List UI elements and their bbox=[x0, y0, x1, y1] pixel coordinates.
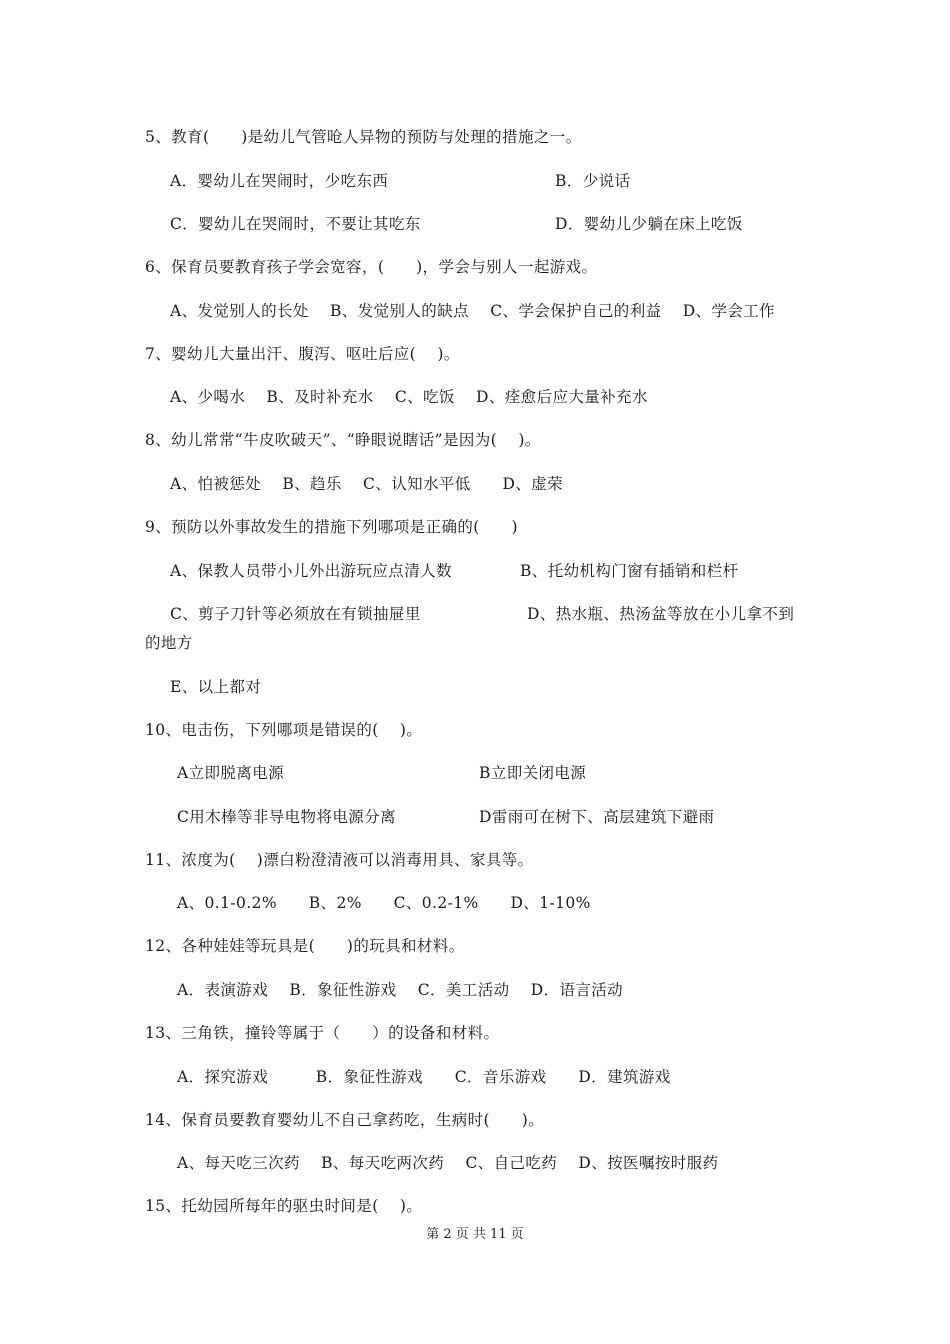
question-10-option-a: A立即脱离电源 bbox=[177, 764, 284, 782]
question-10-option-b: B立即关闭电源 bbox=[479, 764, 587, 782]
question-13-stem: 13、三角铁，撞铃等属于（ ）的设备和材料。 bbox=[145, 1024, 500, 1042]
question-9-option-c: C、剪子刀针等必须放在有锁抽屉里 bbox=[170, 605, 421, 623]
question-6-stem: 6、保育员要教育孩子学会宽容，( )，学会与别人一起游戏。 bbox=[145, 258, 598, 276]
question-15-stem: 15、托幼园所每年的驱虫时间是( )。 bbox=[145, 1197, 423, 1215]
question-5-stem: 5、教育( )是幼儿气管呛人异物的预防与处理的措施之一。 bbox=[145, 128, 582, 146]
question-9-stem: 9、预防以外事故发生的措施下列哪项是正确的( ) bbox=[145, 518, 518, 536]
question-11-options: A、0.1-0.2% B、2% C、0.2-1% D、1-10% bbox=[177, 894, 591, 912]
question-8-options: A、怕被惩处 B、趋乐 C、认知水平低 D、虚荣 bbox=[170, 475, 564, 493]
page-number-footer: 第 2 页 共 11 页 bbox=[426, 1227, 524, 1242]
question-10-stem: 10、电击伤，下列哪项是错误的( )。 bbox=[145, 721, 423, 739]
question-5-option-c: C．婴幼儿在哭闹时，不要让其吃东 bbox=[170, 215, 421, 233]
question-12-options: A．表演游戏 B．象征性游戏 C．美工活动 D．语言活动 bbox=[177, 981, 624, 999]
question-5-option-b: B．少说话 bbox=[555, 172, 631, 190]
question-10-option-d: D雷雨可在树下、高层建筑下避雨 bbox=[479, 808, 715, 826]
question-12-stem: 12、各种娃娃等玩具是( )的玩具和材料。 bbox=[145, 937, 465, 955]
question-9-option-e: E、以上都对 bbox=[170, 678, 262, 696]
question-11-stem: 11、浓度为( )漂白粉澄清液可以消毒用具、家具等。 bbox=[145, 851, 534, 869]
question-7-stem: 7、婴幼儿大量出汗、腹泻、呕吐后应( )。 bbox=[145, 345, 460, 363]
question-8-stem: 8、幼儿常常“牛皮吹破天”、“睁眼说瞎话”是因为( )。 bbox=[145, 431, 541, 449]
question-7-options: A、少喝水 B、及时补充水 C、吃饭 D、痊愈后应大量补充水 bbox=[170, 388, 648, 406]
question-14-options: A、每天吃三次药 B、每天吃两次药 C、自己吃药 D、按医嘱按时服药 bbox=[177, 1154, 719, 1172]
question-9-option-a: A、保教人员带小儿外出游玩应点清人数 bbox=[170, 562, 452, 580]
question-9-option-d: D、热水瓶、热汤盆等放在小儿拿不到 bbox=[527, 605, 795, 623]
question-5-option-a: A．婴幼儿在哭闹时，少吃东西 bbox=[170, 172, 389, 190]
question-6-options: A、发觉别人的长处 B、发觉别人的缺点 C、学会保护自己的利益 D、学会工作 bbox=[170, 302, 776, 320]
question-5-option-d: D．婴幼儿少躺在床上吃饭 bbox=[555, 215, 743, 233]
question-13-options: A．探究游戏 B．象征性游戏 C．音乐游戏 D．建筑游戏 bbox=[177, 1068, 671, 1086]
question-9-option-d-wrap: 的地方 bbox=[145, 634, 193, 652]
question-14-stem: 14、保育员要教育婴幼儿不自己拿药吃，生病时( )。 bbox=[145, 1111, 545, 1129]
question-9-option-b: B、托幼机构门窗有插销和栏杆 bbox=[520, 562, 739, 580]
question-10-option-c: C用木棒等非导电物将电源分离 bbox=[177, 808, 396, 826]
